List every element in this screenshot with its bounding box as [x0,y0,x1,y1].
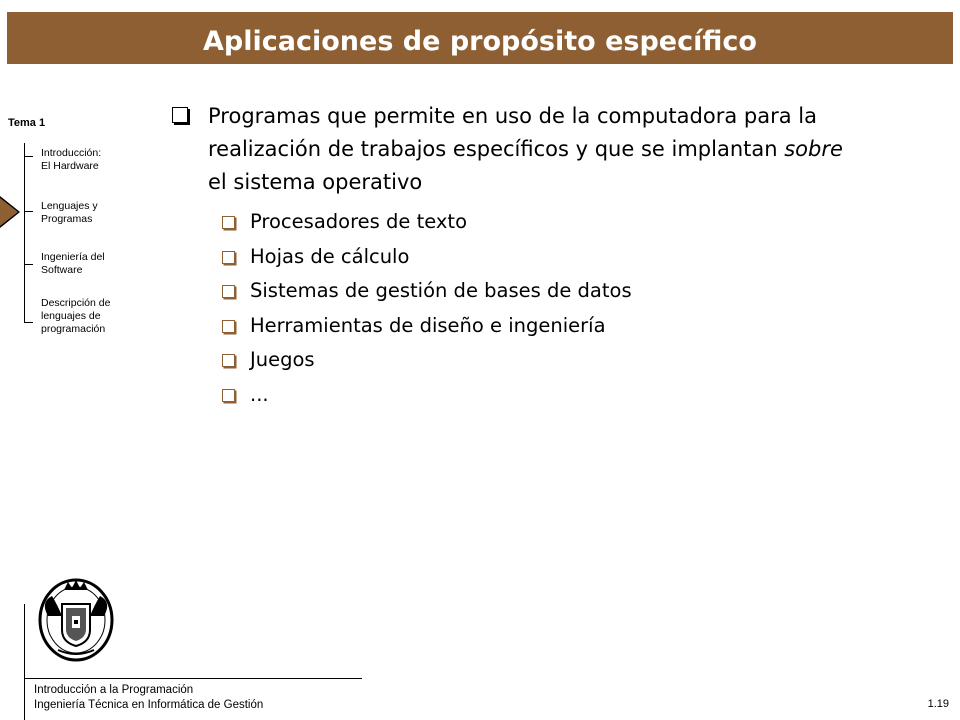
sidebar-item-software[interactable] [41,251,151,277]
sidebar-item-lenguajes[interactable] [41,200,151,226]
sidebar-item-label: Programas [41,213,93,225]
sidebar-item-hardware[interactable] [41,147,151,173]
footer-vertical-rule [24,604,25,720]
list-item-label: ... [250,382,269,406]
footer-text [34,683,263,713]
list-item [172,205,942,240]
sidebar-tick [24,264,33,265]
checkbox-bullet-icon [222,251,235,264]
list-item-label: Juegos [250,348,315,371]
main-point-line: Programas que permite en uso de la computadora para la [208,104,817,128]
list-item [172,309,942,344]
list-item [172,274,942,309]
current-section-arrow-icon [0,198,18,226]
main-point-text: realización de trabajos específicos y que se implantan [208,137,785,161]
sidebar-item-label: lenguajes de [41,310,101,322]
list-item [172,378,942,413]
page-number: 1.19 [927,698,949,710]
sidebar-item-label: El Hardware [41,160,99,172]
sidebar-item-label: Software [41,264,83,276]
sidebar-tick [24,322,33,323]
list-item [172,240,942,275]
main-point-line [208,133,942,166]
sidebar-item-descripcion[interactable] [41,297,151,336]
slide-content [172,100,942,412]
checkbox-bullet-icon [222,320,235,333]
footer-horizontal-rule [24,678,362,679]
list-item-label: Hojas de cálculo [250,244,410,268]
slide-title: Aplicaciones de propósito específico [203,26,757,57]
sidebar-item-label: Introducción: [41,147,102,159]
sidebar-section-title: Tema 1 [8,117,46,129]
sub-bullet-list [172,205,942,412]
sidebar-item-label: Lenguajes y [41,200,98,212]
sidebar-item-label: Ingeniería del [41,251,105,263]
checkbox-bullet-icon [222,216,235,229]
sidebar-tick [24,211,33,212]
list-item-label: Herramientas de diseño e ingeniería [250,313,606,337]
footer-degree: Ingeniería Técnica en Informática de Gestión [34,699,264,711]
sidebar-tree-line [24,143,25,323]
title-bar [0,12,960,64]
list-item-label: Sistemas de gestión de bases de datos [250,279,632,302]
sidebar-item-label: programación [41,323,106,335]
main-point-emphasis: sobre [784,137,843,161]
sidebar-item-label: Descripción de [41,297,111,309]
main-bullet-point [172,100,942,199]
footer-course: Introducción a la Programación [34,684,194,696]
checkbox-bullet-icon [222,285,235,298]
main-point-line: el sistema operativo [208,170,423,194]
checkbox-bullet-icon [172,107,188,123]
university-seal-icon [34,576,118,662]
checkbox-bullet-icon [222,354,235,367]
sidebar-nav [0,110,160,350]
sidebar-tick [24,156,33,157]
list-item [172,343,942,378]
checkbox-bullet-icon [222,389,235,402]
list-item-label: Procesadores de texto [250,210,468,233]
